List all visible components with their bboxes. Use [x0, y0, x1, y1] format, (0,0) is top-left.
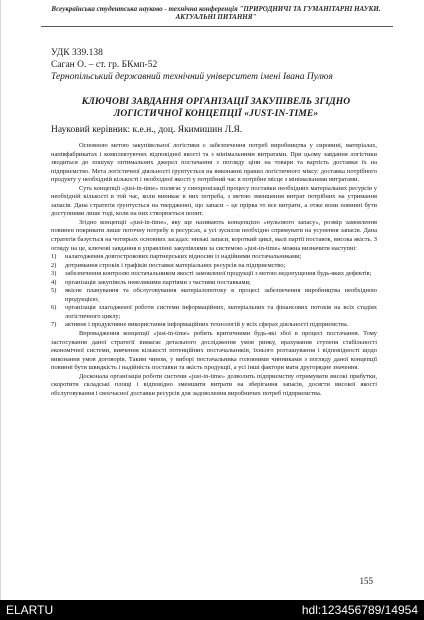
repository-name: ELARTU [6, 603, 54, 617]
task-list [51, 253, 377, 330]
body-paragraph: Суть концепції «just-in-time» полягає у синхронізації процесу поставки необхідних матеріальних ресурсів у необхідній кількості в той час, коли виникає в них потреба, з метою зменшення витрат потрібних на утримання запасів. Дана стратегія ґрунтується на твердженні, що запаси – це прірва то все витрати, а отже вони повинні бути доступними лише тоді, коли на них створюється попит. [51, 184, 377, 218]
list-item-number: 4) [51, 278, 57, 286]
list-item-text: налагодження довгострокових партнерських відносин із надійними постачальниками; [65, 253, 302, 261]
paper-title [51, 96, 381, 120]
supervisor-line: Науковий керівник: к.е.н., доц. Якимишин Л.Я. [51, 125, 243, 135]
list-item-number: 7) [51, 321, 57, 329]
list-item [51, 279, 377, 288]
list-item [51, 287, 377, 304]
paper-body [51, 142, 377, 398]
handle-identifier: hdl:123456789/14954 [301, 603, 418, 617]
list-item-number: 3) [51, 270, 57, 278]
list-item-number: 2) [51, 261, 57, 269]
body-paragraph: Впровадження концепції «just-in-time» робить критичними будь-які збої в процесі постачання. Тому застосування даної стратегії вимагає детального дослідження умов ринку, врахування ступеня стабільності економічної системи, вивчення кількості потенційних постачальників, їхнього розташування і відповідності щодо виконання умов договорів. Таким чином, у виборі постачальника головними чинниками з погляду даної концепції повинні бути швидкість і надійність поставки та якість продукції, а усі інші фактори мати другорядне значення. [51, 330, 377, 372]
list-item [51, 270, 377, 279]
list-item [51, 253, 377, 262]
body-paragraph: Згідно концепції «just-in-time», яку ще називають концепцією «нульового запасу», розмір замовлення повинен покривати лише поточну потребу в ресурсах, а усі зусилля необхідно спрямувати на усунення запасів. Дана стратегія базується на чотирьох основних засадах: низькі запаси, короткий цикл, малі партії поставок, висока якість. З огляду на це, ключові завдання в управлінні закупівлями за системою «just-in-time» можна визначити наступні: [51, 218, 377, 252]
university-line: Тернопільський державний технічний університет імені Івана Пулюя [51, 72, 333, 82]
list-item-text: якісне планування та обслуговування матеріалопотоку в процесі забезпечення виробництва необхідною продукцією; [65, 287, 377, 303]
author-line: Саган О. – ст. гр. БКмп-52 [51, 60, 158, 70]
udk-code: УДК 339.138 [51, 48, 103, 58]
list-item-text: активне і продуктивне використання інформаційних технологій у всіх сферах діяльності підприємства. [65, 321, 349, 329]
list-item-number: 6) [51, 304, 57, 312]
conference-header-line2: АКТУАЛЬНІ ПИТАННЯ" [175, 13, 257, 21]
list-item-number: 5) [51, 287, 57, 295]
list-item-text: забезпечення контролю постачальником якості замовленої продукції з метою недопущення будь-яких дефектів; [65, 270, 372, 278]
page-number: 155 [359, 576, 373, 586]
conference-header [41, 5, 391, 21]
repository-footer-bar [0, 600, 424, 620]
paper-title-line2: ЛОГІСТИЧНОЇ КОНЦЕПЦІЇ «JUST-IN-TIME» [113, 109, 319, 119]
list-item [51, 321, 377, 330]
list-item-text: організація злагодженої роботи системи інформаційних, матеріальних та фінансових потоків на всіх стадіях логістичного циклу; [65, 304, 377, 320]
list-item-text: організація закупівель невеликими партіями з частими поставками; [65, 278, 251, 286]
list-item [51, 262, 377, 271]
paper-title-line1: КЛЮЧОВІ ЗАВДАННЯ ОРГАНІЗАЦІЇ ЗАКУПІВЕЛЬ ЗГІДНО [81, 97, 351, 107]
body-paragraph: Основною метою закупівельної логістики є забезпечення потреб виробництва у сировині, матеріалах, напівфабрикатах і комплектуючих відповідної якості та з мінімальними витратами. При цьому завдання логістики зводиться до пошуку оптимальних джерел постачання з погляду ціни на товари та вартість доставки їх на підприємство. Мета логістичної діяльності ґрунтується на виконанні правил логістичного міксу: доставка потрібного продукту у необхідній кількості і необхідної якості у потрібний час в потрібне місце з мінімальними витратами. [51, 142, 377, 184]
list-item [51, 304, 377, 321]
list-item-number: 1) [51, 253, 57, 261]
list-item-text: дотримання строків і графіків поставки матеріальних ресурсів на підприємство; [65, 261, 286, 269]
body-paragraph: Досконала організація роботи системи «just-in-time» дозволить підприємству отримувати високі прибутки, скоротити складські площі і відповідно зменшити витрати на зберігання запасів, досягти високої якості обслуговування і своєчасної доставки ресурсів для задоволення виробничих потреб підприємства. [51, 372, 377, 397]
conference-header-line1: Всеукраїнська студентська науково - технічна конференція "ПРИРОДНИЧІ ТА ГУМАНІТАРНІ НАУКИ. [51, 5, 381, 13]
header-divider [41, 26, 393, 27]
